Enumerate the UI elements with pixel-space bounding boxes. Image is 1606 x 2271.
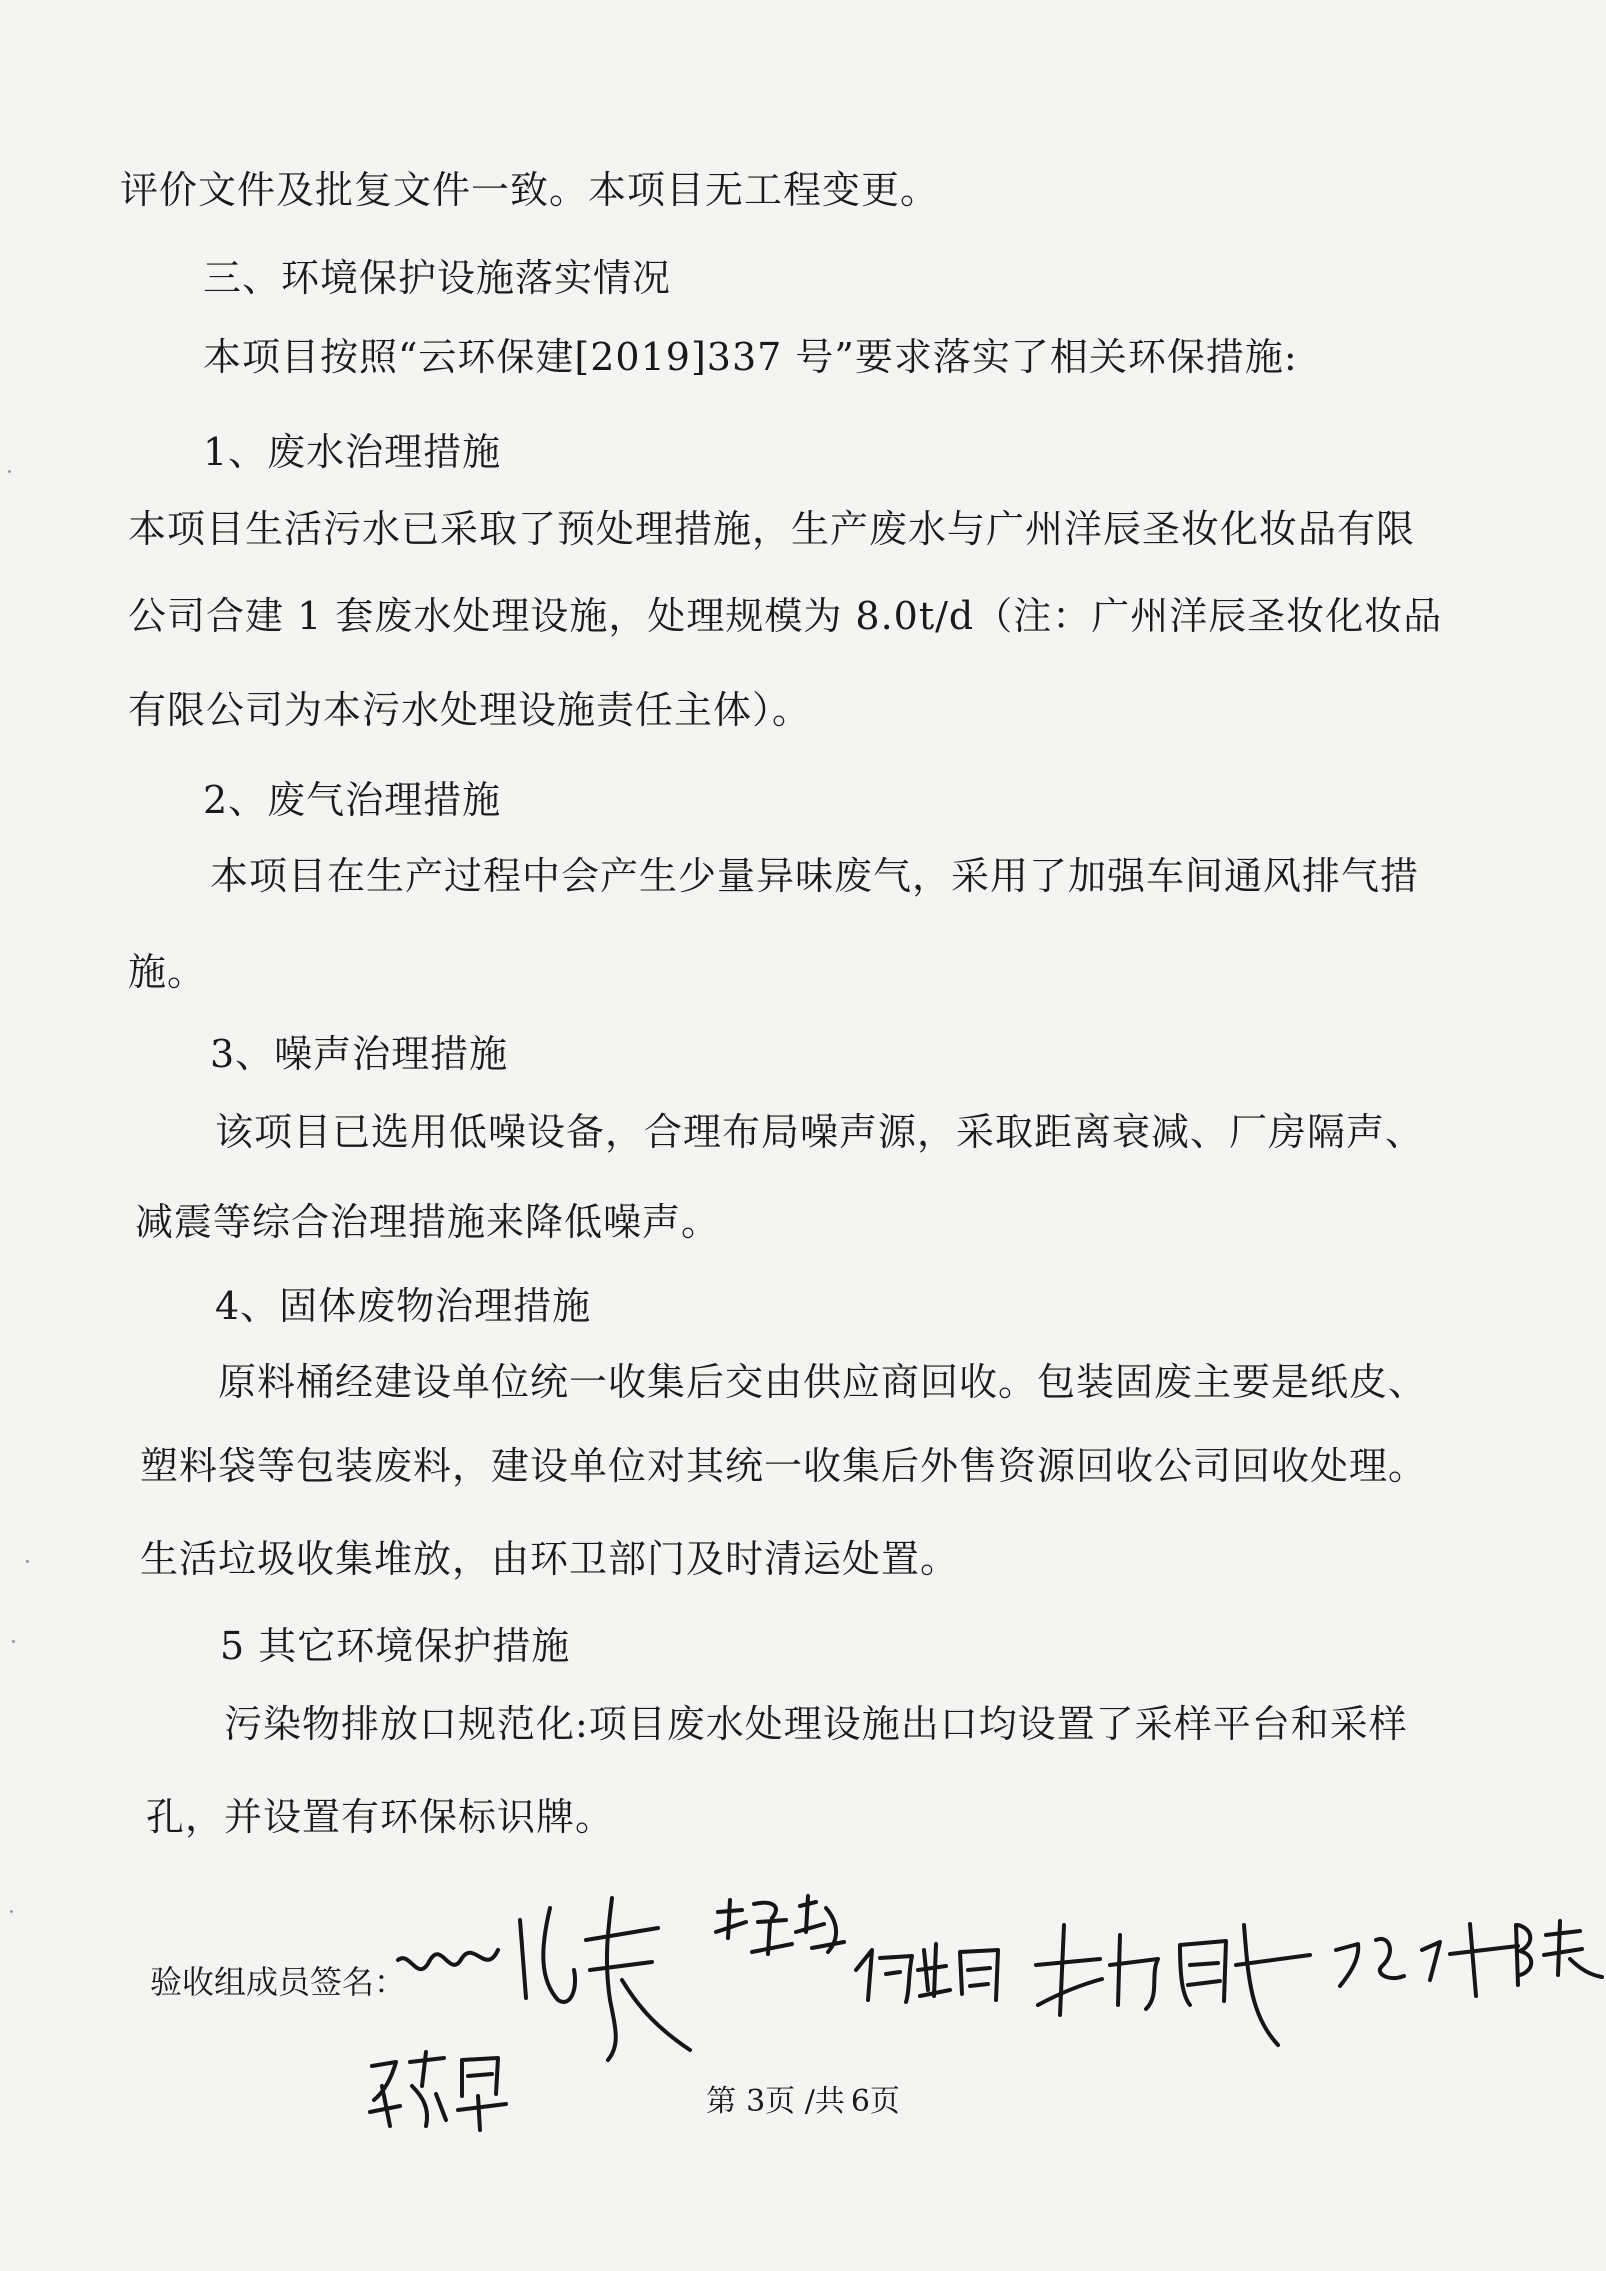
- paragraph-line-7: 有限公司为本污水处理设施责任主体）。: [128, 688, 812, 732]
- scan-speck: [10, 1910, 13, 1913]
- signature-he: [850, 1930, 1010, 2010]
- paragraph-line-19: 污染物排放口规范化:项目废水处理设施出口均设置了采样平台和采样: [224, 1702, 1408, 1746]
- page-footer: [0, 2082, 1606, 2122]
- signature-scribble-1: [390, 1890, 720, 2070]
- paragraph-line-17: 生活垃圾收集堆放，由环卫部门及时清运处置。: [140, 1537, 960, 1581]
- paragraph-line-1: 评价文件及批复文件一致。本项目无工程变更。: [120, 168, 940, 212]
- page-mid: 页 /共: [765, 2084, 845, 2119]
- paragraph-line-6: 公司合建 1 套废水处理设施，处理规模为 8.0t/d（注：广州洋辰圣妆化妆品: [128, 594, 1443, 638]
- paragraph-line-9: 本项目在生产过程中会产生少量异味废气，采用了加强车间通风排气措: [210, 854, 1420, 898]
- subheading-solid-waste: 4、固体废物治理措施: [215, 1284, 592, 1328]
- subheading-other-measures: 5 其它环境保护措施: [220, 1624, 571, 1668]
- subheading-wastewater: 1、废水治理措施: [203, 430, 502, 474]
- paragraph-line-3: 本项目按照“云环保建[2019]337 号”要求落实了相关环保措施:: [203, 335, 1298, 379]
- section-heading-3: 三、环境保护设施落实情况: [203, 256, 672, 300]
- signature-label: 验收组成员签名：: [150, 1963, 407, 2001]
- scan-speck: [12, 1640, 15, 1643]
- signature-scribble-2: [1030, 1905, 1320, 2055]
- paragraph-line-20: 孔，并设置有环保标识牌。: [146, 1795, 615, 1839]
- paragraph-line-16: 塑料袋等包装废料，建设单位对其统一收集后外售资源回收公司回收处理。: [140, 1444, 1428, 1488]
- paragraph-line-15: 原料桶经建设单位统一收集后交由供应商回收。包装固废主要是纸皮、: [218, 1360, 1428, 1404]
- page-prefix: 第: [706, 2084, 737, 2119]
- paragraph-line-5: 本项目生活污水已采取了预处理措施，生产废水与广州洋辰圣妆化妆品有限: [128, 507, 1416, 551]
- subheading-waste-gas: 2、废气治理措施: [203, 778, 502, 822]
- signature-liang: [712, 1892, 852, 1972]
- subheading-noise: 3、噪声治理措施: [210, 1032, 509, 1076]
- signature-chen: [1510, 1915, 1606, 1995]
- page-suffix: 页: [869, 2084, 900, 2119]
- paragraph-line-10: 施。: [128, 950, 207, 994]
- paragraph-line-12: 该项目已选用低噪设备，合理布局噪声源，采取距离衰减、厂房隔声、: [215, 1110, 1425, 1154]
- scan-speck: [26, 1560, 29, 1563]
- scan-speck: [8, 470, 11, 473]
- signature-scribble-3: [1330, 1920, 1530, 2000]
- page-total: 6: [850, 2084, 870, 2119]
- paragraph-line-13: 减震等综合治理措施来降低噪声。: [135, 1200, 721, 1244]
- page-current: 3: [746, 2084, 766, 2119]
